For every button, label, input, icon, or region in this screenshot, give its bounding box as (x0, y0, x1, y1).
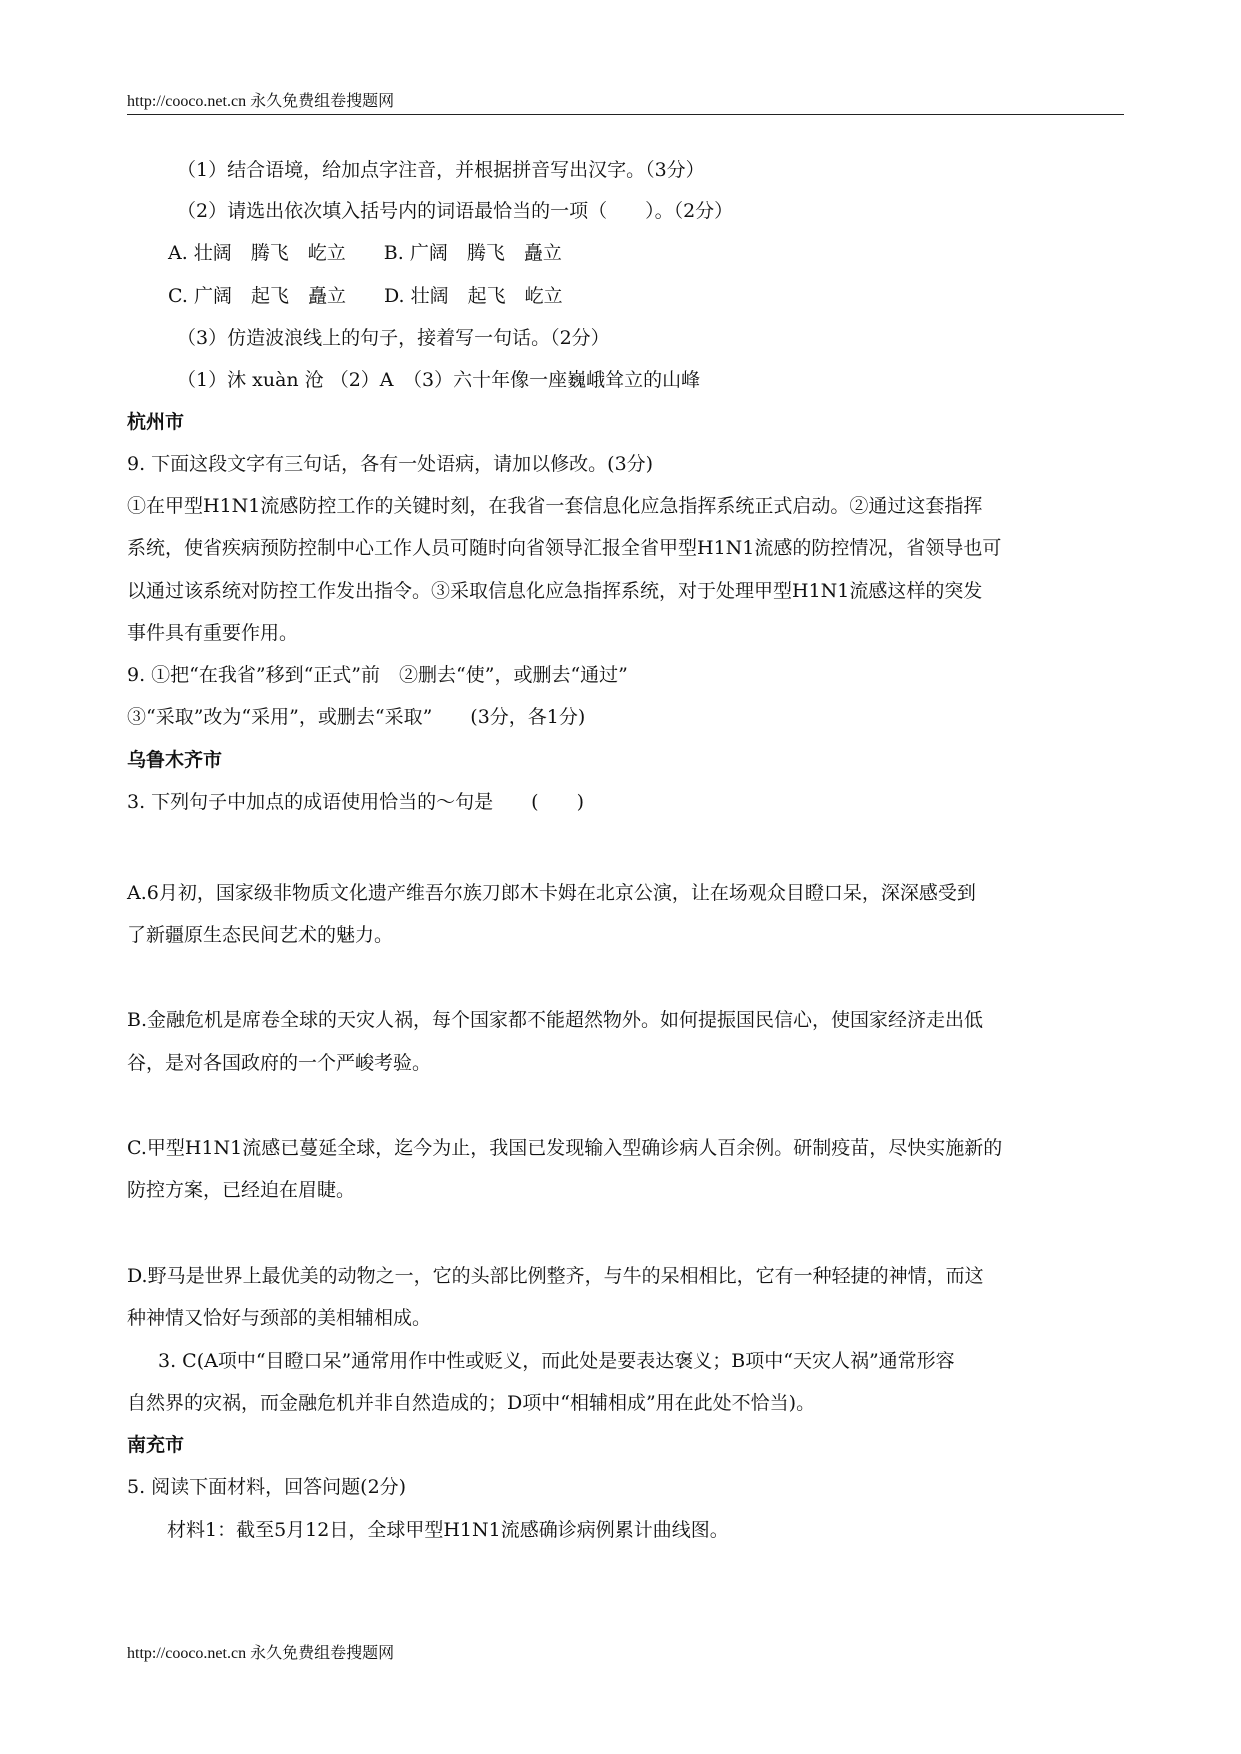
text-line: 5. 阅读下面材料，回答问题(2分) (127, 1476, 407, 1498)
text-line: 谷，是对各国政府的一个严峻考验。 (127, 1052, 432, 1074)
text-line: 3. C(A项中“目瞪口呆”通常用作中性或贬义，而此处是要表达褒义；B项中“天灾人祸”通常形容 (158, 1350, 955, 1372)
text-line: 事件具有重要作用。 (127, 622, 299, 644)
text-line: （2）请选出依次填入括号内的词语最恰当的一项（ ）。（2分） (177, 200, 734, 222)
text-line: 自然界的灾祸，而金融危机并非自然造成的；D项中“相辅相成”用在此处不恰当)。 (127, 1392, 816, 1414)
text-line: 材料1：截至5月12日，全球甲型H1N1流感确诊病例累计曲线图。 (167, 1519, 729, 1541)
text-line: （1）结合语境，给加点字注音，并根据拼音写出汉字。（3分） (177, 159, 705, 181)
text-line: ①在甲型H1N1流感防控工作的关键时刻，在我省一套信息化应急指挥系统正式启动。②通过这套指挥 (127, 495, 983, 517)
text-line: C.甲型H1N1流感已蔓延全球，迄今为止，我国已发现输入型确诊病人百余例。研制疫苗，尽快实施新的 (127, 1137, 1003, 1159)
text-line: 3. 下列句子中加点的成语使用恰当的～句是 ( ) (127, 791, 584, 813)
text-line: ③“采取”改为“采用”，或删去“采取” (3分，各1分) (127, 706, 586, 728)
text-line: （3）仿造波浪线上的句子，接着写一句话。（2分） (177, 327, 610, 349)
text-line: C. 广阔 起飞 矗立 D. 壮阔 起飞 屹立 (168, 285, 563, 307)
text-line: B.金融危机是席卷全球的天灾人祸，每个国家都不能超然物外。如何提振国民信心，使国家经济走出低 (127, 1009, 984, 1031)
text-line: A.6月初，国家级非物质文化遗产维吾尔族刀郎木卡姆在北京公演，让在场观众目瞪口呆，深深感受到 (127, 882, 976, 904)
section-heading: 南充市 (127, 1434, 185, 1456)
text-line: A. 壮阔 腾飞 屹立 B. 广阔 腾飞 矗立 (168, 242, 562, 264)
text-line: 9. 下面这段文字有三句话，各有一处语病，请加以修改。(3分) (127, 453, 654, 475)
text-line: 种神情又恰好与颈部的美相辅相成。 (127, 1307, 432, 1329)
text-line: 防控方案，已经迫在眉睫。 (127, 1179, 356, 1201)
header-rule (127, 114, 1124, 115)
page-header: http://cooco.net.cn 永久免费组卷搜题网 (127, 93, 395, 110)
text-line: 9. ①把“在我省”移到“正式”前 ②删去“使”，或删去“通过” (127, 664, 628, 686)
section-heading: 乌鲁木齐市 (127, 749, 223, 771)
text-line: 了新疆原生态民间艺术的魅力。 (127, 924, 394, 946)
section-heading: 杭州市 (127, 411, 185, 433)
text-line: 系统，使省疾病预防控制中心工作人员可随时向省领导汇报全省甲型H1N1流感的防控情况，省领导也可 (127, 537, 1002, 559)
text-line: 以通过该系统对防控工作发出指令。③采取信息化应急指挥系统，对于处理甲型H1N1流感这样的突发 (127, 580, 983, 602)
text-line: （1）沐 xuàn 沧 （2）A （3）六十年像一座巍峨耸立的山峰 (177, 369, 701, 391)
text-line: D.野马是世界上最优美的动物之一，它的头部比例整齐，与牛的呆相相比，它有一种轻捷的神情，而这 (127, 1265, 984, 1287)
page-footer: http://cooco.net.cn 永久免费组卷搜题网 (127, 1645, 395, 1662)
